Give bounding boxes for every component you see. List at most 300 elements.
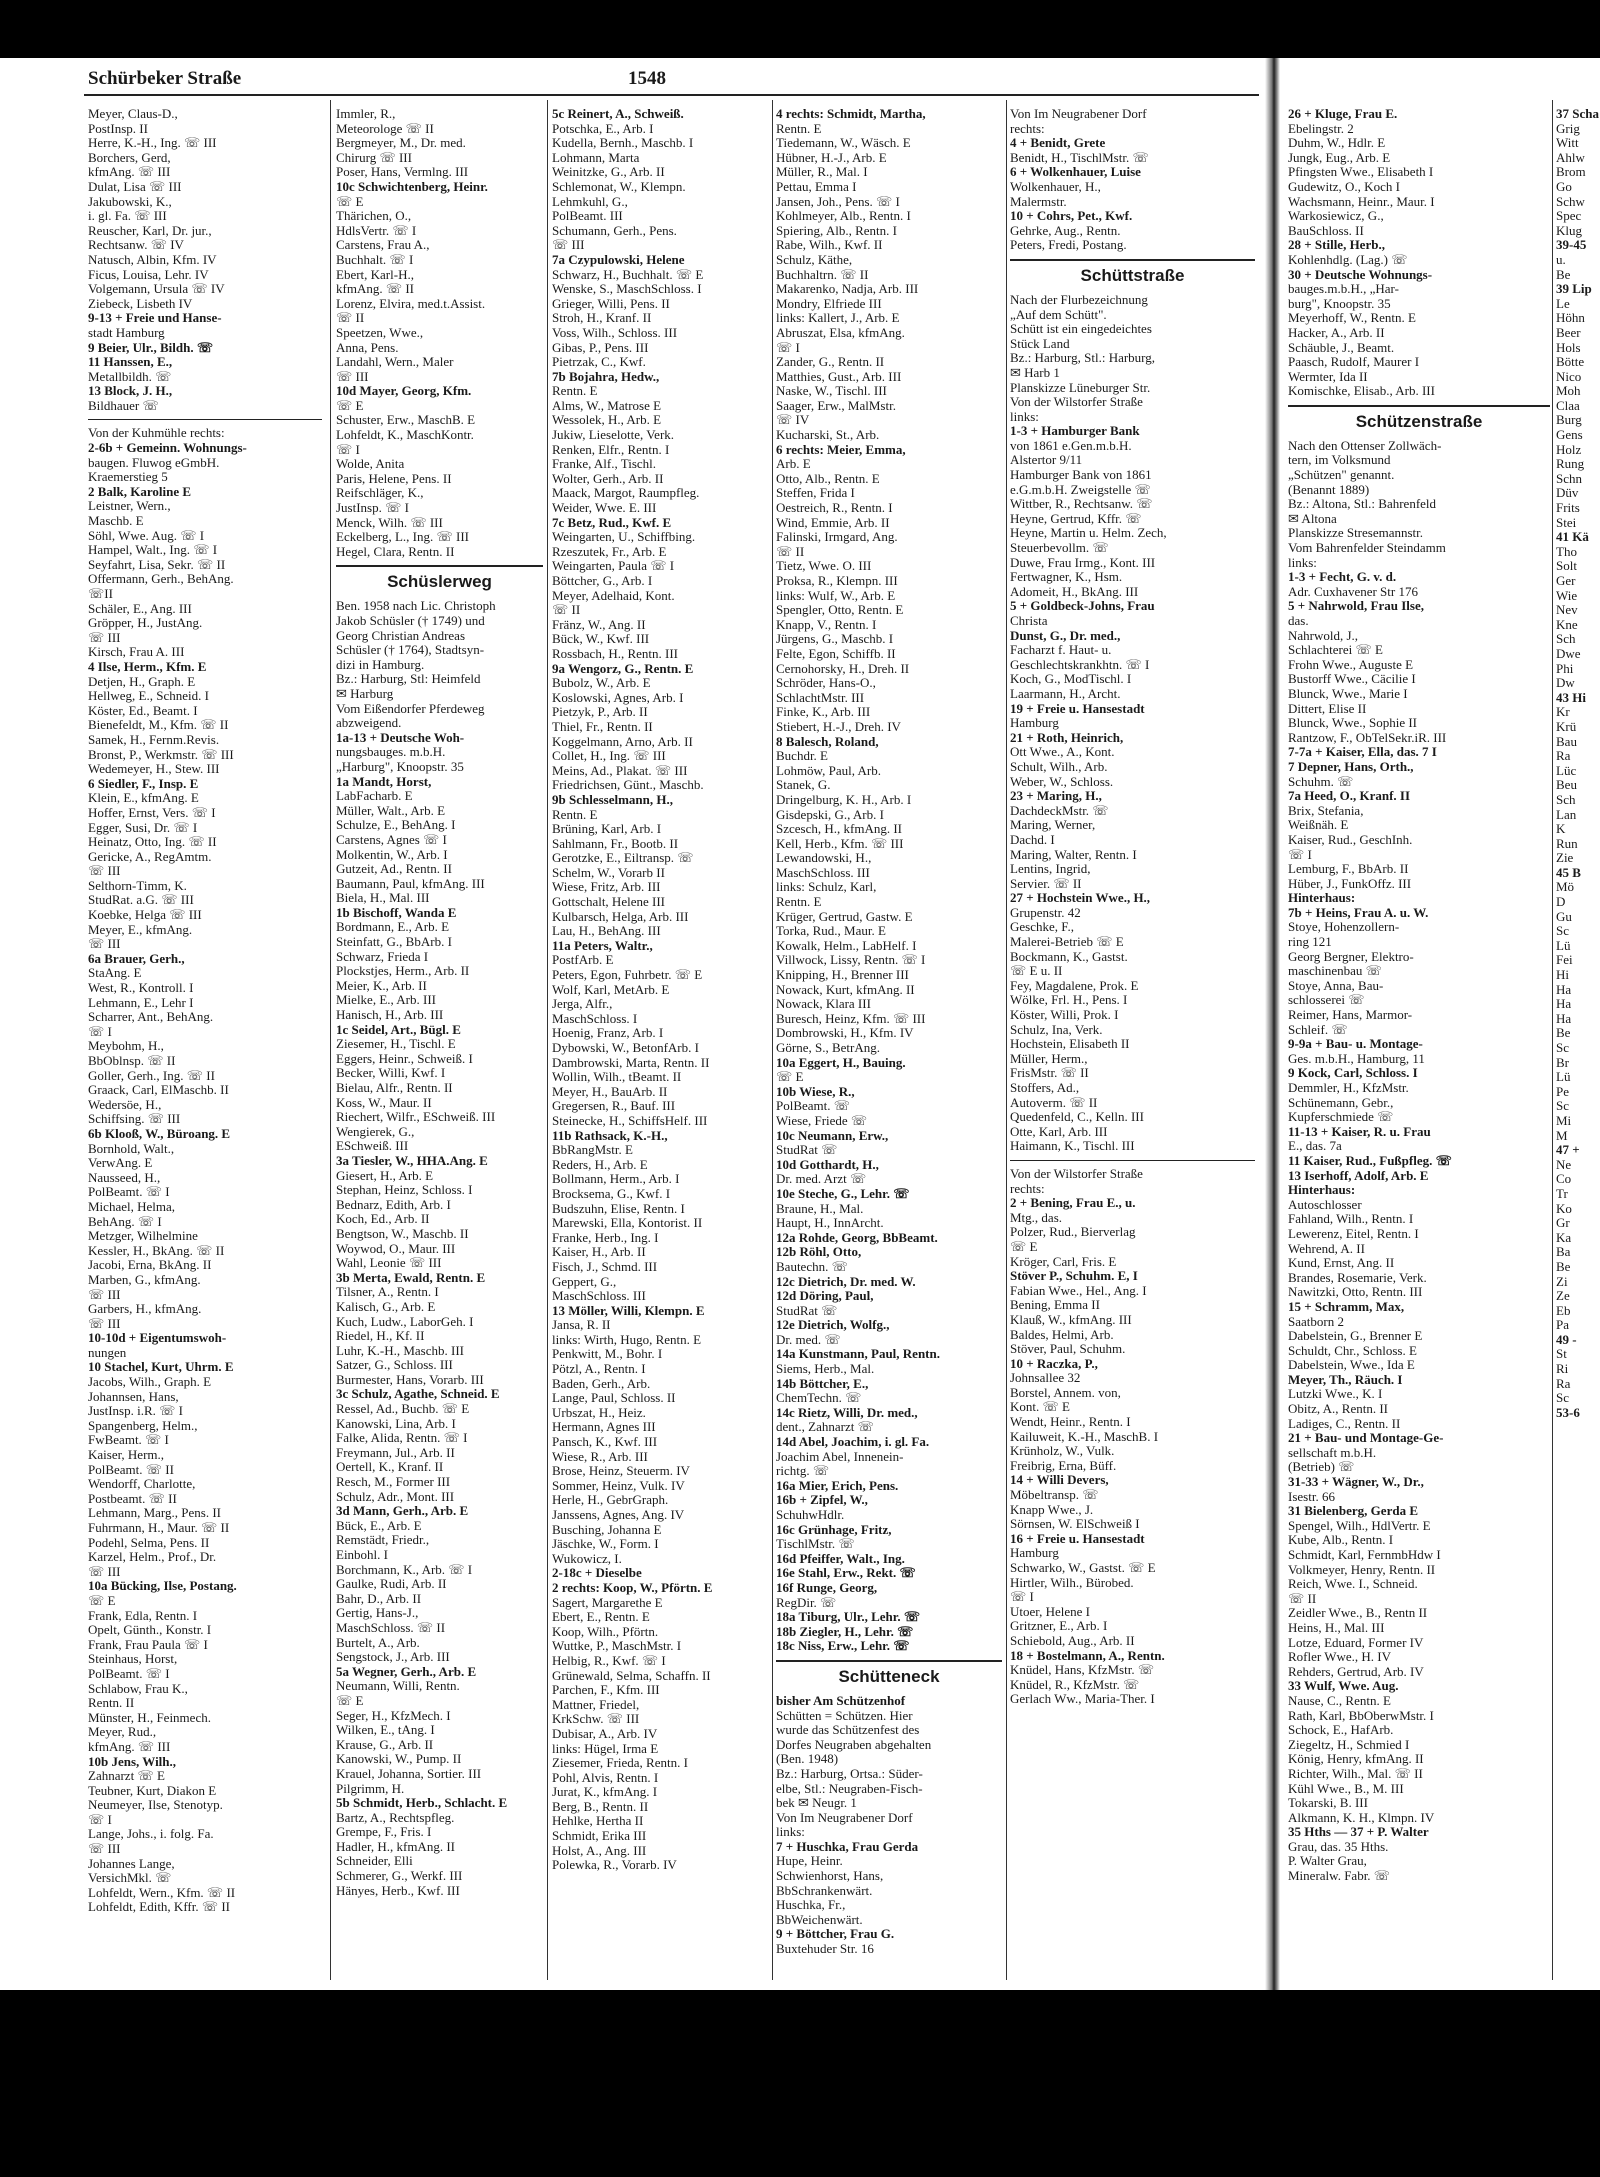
resident-entry: Herle, H., GebrGraph.: [552, 1493, 669, 1508]
resident-entry: Mö: [1556, 880, 1575, 895]
house-number-entry: 11b Rathsack, K.-H.,: [552, 1128, 668, 1143]
resident-entry: Penkwitt, M., Bohr. I: [552, 1347, 663, 1362]
resident-entry: Malermstr.: [1010, 194, 1067, 209]
resident-entry: Bielau, Alfr., Rentn. II: [336, 1081, 453, 1095]
resident-entry: StudRat ☏: [776, 1143, 838, 1158]
resident-entry: Marben, G., kfmAng.: [88, 1272, 201, 1287]
resident-entry: Dabelstein, G., Brenner E: [1288, 1329, 1423, 1344]
resident-entry: Chirurg ☏ III: [336, 150, 412, 165]
resident-entry: Bornhold, Walt.,: [88, 1141, 175, 1156]
resident-entry: Steinfatt, G., BbArb. I: [336, 935, 452, 950]
house-number-entry: 33 Wulf, Wwe. Aug.: [1288, 1679, 1399, 1694]
house-number-entry: Hinterhaus:: [1288, 1183, 1356, 1198]
resident-entry: Ziebeck, Lisbeth IV: [88, 296, 193, 311]
resident-entry: Schiffsing. ☏ III: [88, 1112, 181, 1127]
resident-entry: Schröder, Hans-O.,: [776, 676, 876, 691]
resident-entry: PostInsp. II: [88, 121, 148, 136]
street-heading: Schütteneck: [776, 1660, 1002, 1688]
resident-entry: bek ✉ Neugr. 1: [776, 1796, 857, 1811]
resident-entry: Nowack, Kurt, kfmAng. II: [776, 982, 915, 997]
resident-entry: Steffen, Frida I: [776, 486, 855, 501]
resident-entry: Reuscher, Karl, Dr. jur.,: [88, 223, 212, 238]
house-number-entry: 9 + Böttcher, Frau G.: [776, 1927, 895, 1942]
resident-entry: Schlachterei ☏ E: [1288, 643, 1383, 658]
resident-entry: Ra: [1556, 749, 1571, 764]
resident-entry: Bz.: Altona, Stl.: Bahrenfeld: [1288, 497, 1437, 512]
house-number-entry: 37 Scha: [1556, 107, 1599, 121]
resident-entry: rechts:: [1010, 121, 1045, 136]
resident-entry: Schmidt, Erika III: [552, 1829, 647, 1844]
resident-entry: SchuhwHdlr.: [776, 1508, 845, 1522]
resident-entry: Rentn. E: [776, 895, 822, 910]
resident-entry: Hamburg: [1010, 716, 1059, 731]
resident-entry: Lemburg, F., BbArb. II: [1288, 862, 1409, 877]
resident-entry: Jerga, Alfr.,: [552, 997, 613, 1012]
resident-entry: Spiering, Alb., Rentn. I: [776, 223, 897, 238]
resident-entry: links:: [776, 1825, 805, 1840]
resident-entry: links:: [1010, 409, 1039, 424]
resident-entry: Hi: [1556, 968, 1569, 983]
resident-entry: Stroh, H., Kranf. II: [552, 311, 652, 326]
resident-entry: Hüber, J., FunkOffz. III: [1288, 876, 1412, 891]
resident-entry: Bück, W., Kwf. III: [552, 632, 650, 647]
resident-entry: Peters, Egon, Fuhrbetr. ☏ E: [552, 968, 703, 983]
resident-entry: Makarenko, Nadja, Arb. III: [776, 282, 919, 297]
resident-entry: Gutzeit, Ad., Rentn. II: [336, 862, 452, 877]
resident-entry: Von Im Neugrabener Dorf: [776, 1810, 913, 1825]
resident-entry: Ficus, Louisa, Lehr. IV: [88, 267, 209, 282]
resident-entry: Schlabow, Frau K.,: [88, 1681, 188, 1696]
resident-entry: PolBeamt. ☏ I: [88, 1185, 170, 1200]
resident-entry: Wollin, Wilh., tBeamt. II: [552, 1070, 682, 1085]
resident-entry: Spec: [1556, 209, 1582, 224]
resident-entry: Kraemerstieg 5: [88, 470, 168, 485]
resident-entry: Opelt, Günth., Konstr. I: [88, 1623, 212, 1638]
house-number-entry: 30 + Deutsche Wohnungs-: [1288, 267, 1433, 282]
resident-entry: Malerei-Betrieb ☏ E: [1010, 935, 1124, 950]
resident-entry: Buxtehuder Str. 16: [776, 1942, 874, 1957]
house-number-entry: 21 + Bau- und Montage-Ge-: [1288, 1431, 1444, 1446]
resident-entry: ☏ II: [776, 544, 805, 559]
house-number-entry: 13 Möller, Willi, Klempn. E: [552, 1303, 705, 1318]
resident-entry: Brix, Stefania,: [1288, 803, 1364, 818]
resident-entry: Gaulke, Rudi, Arb. II: [336, 1577, 447, 1592]
resident-entry: ☏ E: [336, 1693, 364, 1708]
resident-entry: Zander, G., Rentn. II: [776, 355, 885, 370]
house-number-entry: 7 + Huschka, Frau Gerda: [776, 1839, 919, 1854]
resident-entry: Bötte: [1556, 355, 1585, 370]
resident-entry: Pansch, K., Kwf. III: [552, 1435, 658, 1450]
resident-entry: Müller, Walt., Arb. E: [336, 803, 446, 818]
resident-entry: Reich, Wwe. I., Schneid.: [1288, 1577, 1418, 1592]
resident-entry: Lohmann, Marta: [552, 150, 640, 165]
resident-entry: Wessolek, H., Arb. E: [552, 413, 662, 428]
resident-entry: ☏ E: [336, 398, 364, 413]
book-gutter: [1265, 58, 1280, 1990]
resident-entry: Krü: [1556, 719, 1577, 734]
house-number-entry: 16b + Zipfel, W.,: [776, 1493, 868, 1508]
resident-entry: Lehmann, E., Lehr I: [88, 995, 194, 1010]
resident-entry: Tiedemann, W., Wäsch. E: [776, 136, 911, 151]
resident-entry: Hermann, Agnes III: [552, 1420, 656, 1435]
resident-entry: Grünewald, Selma, Schaffn. II: [552, 1668, 711, 1683]
resident-entry: Jansa, R. II: [552, 1318, 611, 1333]
resident-entry: PostfArb. E: [552, 953, 614, 968]
resident-entry: Tilsner, A., Rentn. I: [336, 1285, 439, 1300]
resident-entry: Ba: [1556, 1245, 1571, 1260]
house-number-entry: 5c Reinert, A., Schweiß.: [552, 107, 684, 121]
house-number-entry: 8 Balesch, Roland,: [776, 734, 879, 749]
house-number-entry: 7c Betz, Rud., Kwf. E: [552, 515, 672, 530]
resident-entry: Grupenstr. 42: [1010, 905, 1081, 920]
resident-entry: Mineralw. Fabr. ☏: [1288, 1869, 1391, 1884]
resident-entry: Demmler, H., KfzMstr.: [1288, 1081, 1409, 1095]
house-number-entry: 2 rechts: Koop, W., Pförtn. E: [552, 1580, 713, 1595]
resident-entry: Dittert, Elise II: [1288, 701, 1367, 716]
resident-entry: Rentn. E: [552, 384, 598, 399]
resident-entry: Schumann, Gerh., Pens.: [552, 223, 677, 238]
house-number-entry: 18a Tiburg, Ulr., Lehr. ☏: [776, 1610, 921, 1625]
resident-entry: Haupt, H., InnArcht.: [776, 1216, 884, 1231]
resident-entry: Autoverm. ☏ II: [1010, 1095, 1098, 1110]
resident-entry: Gisdepski, G., Arb. I: [776, 807, 884, 822]
resident-entry: Collet, H., Ing. ☏ III: [552, 749, 666, 764]
resident-entry: Koch, Ed., Arb. II: [336, 1212, 430, 1227]
resident-entry: Johannes Lange,: [88, 1856, 175, 1871]
resident-entry: Ko: [1556, 1201, 1572, 1216]
directory-column-3: [552, 107, 768, 1873]
resident-entry: ☏ E: [1010, 1239, 1038, 1254]
resident-entry: Co: [1556, 1172, 1572, 1187]
resident-entry: Riechert, Wilfr., ESchweiß. III: [336, 1110, 496, 1125]
resident-entry: ESchweiß. III: [336, 1139, 409, 1154]
resident-entry: Egger, Susi, Dr. ☏ I: [88, 820, 198, 835]
resident-entry: Ziesemer, Frieda, Rentn. I: [552, 1756, 688, 1771]
resident-entry: Paris, Helene, Pens. II: [336, 471, 452, 486]
house-number-entry: 12a Rohde, Georg, BbBeamt.: [776, 1230, 938, 1245]
resident-entry: Falke, Alida, Rentn. ☏ I: [336, 1431, 468, 1446]
house-number-entry: 9a Wengorz, G., Rentn. E: [552, 661, 694, 676]
resident-entry: Schw: [1556, 194, 1585, 209]
resident-entry: Bau: [1556, 734, 1577, 749]
resident-entry: St: [1556, 1347, 1567, 1362]
resident-entry: Kanowski, Lina, Arb. I: [336, 1416, 456, 1431]
resident-entry: Urbszat, H., Heiz.: [552, 1405, 646, 1420]
page-number: 1548: [628, 68, 666, 89]
resident-entry: Gregersen, R., Bauf. III: [552, 1099, 676, 1114]
resident-entry: ☏II: [88, 587, 113, 601]
resident-entry: Burtelt, A., Arb.: [336, 1635, 420, 1650]
resident-entry: Lü: [1556, 938, 1571, 953]
resident-entry: u.: [1556, 252, 1566, 267]
resident-entry: Krause, G., Arb. II: [336, 1737, 434, 1752]
house-number-entry: 7b Bojahra, Hedw.,: [552, 369, 660, 384]
resident-entry: Neumeyer, Ilse, Stenotyp.: [88, 1798, 223, 1813]
resident-entry: Autoschlosser: [1288, 1197, 1362, 1212]
resident-entry: Meyer, Claus-D.,: [88, 107, 178, 121]
resident-entry: Bautechn. ☏: [776, 1259, 848, 1274]
resident-entry: Buresch, Heinz, Kfm. ☏ III: [776, 1011, 926, 1026]
resident-entry: Ha: [1556, 997, 1572, 1012]
resident-entry: Reders, H., Arb. E: [552, 1157, 648, 1172]
resident-entry: Luhr, K.-H., Maschb. III: [336, 1343, 465, 1358]
house-number-entry: 10b Wiese, R.,: [776, 1084, 855, 1099]
resident-entry: Reifschläger, K.,: [336, 486, 424, 501]
resident-entry: Schiebold, Aug., Arb. II: [1010, 1633, 1135, 1648]
resident-entry: Oertell, K., Kranf. II: [336, 1460, 444, 1475]
resident-entry: Bordmann, E., Arb. E: [336, 920, 450, 935]
house-number-entry: 10d Gotthardt, H.,: [776, 1157, 879, 1172]
resident-entry: Weinitzke, G., Arb. II: [552, 165, 665, 180]
resident-entry: Johannsen, Hans,: [88, 1389, 179, 1404]
resident-entry: ☏ III: [88, 1316, 121, 1331]
resident-entry: kfmAng. ☏ II: [336, 282, 414, 297]
resident-entry: ☏ E u. II: [1010, 964, 1063, 979]
resident-entry: M: [1556, 1128, 1568, 1143]
resident-entry: Gröpper, H., JustAng.: [88, 616, 203, 631]
resident-entry: ☏ I: [336, 442, 360, 457]
resident-entry: RegDir. ☏: [776, 1595, 837, 1610]
resident-entry: stadt Hamburg: [88, 325, 165, 340]
resident-entry: Freibrig, Erna, Büff.: [1010, 1458, 1117, 1473]
house-number-entry: 5 + Goldbeck-Johns, Frau: [1010, 599, 1155, 614]
house-number-entry: 9b Schlesselmann, H.,: [552, 792, 673, 807]
resident-entry: Buchdr. E: [776, 749, 828, 764]
resident-entry: Ri: [1556, 1362, 1569, 1377]
resident-entry: K: [1556, 822, 1566, 837]
resident-entry: Jäschke, W., Form. I: [552, 1537, 659, 1552]
resident-entry: Schwarz, Frieda I: [336, 949, 429, 964]
resident-entry: Bustorff Wwe., Cäcilie I: [1288, 672, 1416, 687]
resident-entry: Hoffer, Ernst, Vers. ☏ I: [88, 805, 216, 820]
resident-entry: Wiese, Fritz, Arb. III: [552, 880, 661, 895]
house-number-entry: 1a-13 + Deutsche Woh-: [336, 730, 465, 745]
resident-entry: ☏ II: [552, 603, 581, 618]
resident-entry: Nach den Ottenser Zollwäch-: [1288, 438, 1442, 453]
resident-entry: BehAng. ☏ I: [88, 1214, 162, 1229]
resident-entry: Hirtler, Wilh., Bürobed.: [1010, 1575, 1134, 1590]
resident-entry: Knüdel, Hans, KfzMstr. ☏: [1010, 1663, 1155, 1678]
house-number-entry: 3a Tiesler, W., HHA.Ang. E: [336, 1153, 488, 1168]
resident-entry: Meyer, H., BauArb. II: [552, 1084, 668, 1099]
column-divider: [1006, 100, 1007, 1980]
resident-entry: Bockmann, K., Gastst.: [1010, 949, 1128, 964]
resident-entry: Alms, W., Matrose E: [552, 398, 662, 413]
resident-entry: Knüdel, R., KfzMstr. ☏: [1010, 1677, 1140, 1692]
resident-entry: Sörnsen, W. ElSchweiß I: [1010, 1517, 1140, 1532]
resident-entry: Jacobi, Erna, BkAng. II: [88, 1258, 212, 1273]
resident-entry: Go: [1556, 179, 1572, 194]
house-number-entry: 16e Stahl, Erw., Rekt. ☏: [776, 1566, 916, 1581]
resident-entry: Hamburg: [1010, 1546, 1059, 1561]
resident-entry: Podehl, Selma, Pens. II: [88, 1535, 210, 1550]
resident-entry: kfmAng. ☏ III: [88, 1739, 171, 1754]
resident-entry: Kulbarsch, Helga, Arb. III: [552, 909, 689, 924]
resident-entry: Dombrowski, H., Kfm. IV: [776, 1026, 914, 1041]
resident-entry: Helbig, R., Kwf. ☏ I: [552, 1653, 666, 1668]
resident-entry: Vom Eißendorfer Pferdeweg: [336, 701, 485, 716]
resident-entry: Fuhrmann, H., Maur. ☏ II: [88, 1521, 230, 1535]
resident-entry: kfmAng. ☏ III: [88, 165, 171, 180]
resident-entry: Jakubowski, K.,: [88, 194, 172, 209]
resident-entry: Dr. med. ☏: [776, 1332, 841, 1347]
resident-entry: Schulz, Käthe,: [776, 252, 853, 267]
resident-entry: Grig: [1556, 121, 1580, 136]
resident-entry: Mattner, Friedel,: [552, 1697, 640, 1712]
resident-entry: BbRangMstr. E: [552, 1143, 633, 1158]
resident-entry: Pe: [1556, 1084, 1569, 1099]
house-number-entry: Stöver P., Schuhm. E, I: [1010, 1269, 1138, 1284]
resident-entry: Offermann, Gerh., BehAng.: [88, 572, 234, 587]
resident-entry: Quedenfeld, C., Kelln. III: [1010, 1110, 1144, 1125]
resident-entry: Wolter, Gerh., Arb. II: [552, 471, 664, 486]
resident-entry: Wittber, R., Rechtsanw. ☏: [1010, 497, 1153, 512]
resident-entry: Geschlechtskrankhtn. ☏ I: [1010, 657, 1150, 672]
resident-entry: Pilgrimm, H.: [336, 1781, 405, 1796]
resident-entry: Brocksema, G., Kwf. I: [552, 1186, 671, 1201]
resident-entry: Naske, W., Tischl. III: [776, 384, 887, 399]
resident-entry: Gudewitz, O., Koch I: [1288, 179, 1400, 194]
resident-entry: Wehrend, A. II: [1288, 1241, 1365, 1256]
resident-entry: Lohfeldt, Edith, Kffr. ☏ II: [88, 1900, 231, 1915]
resident-entry: Ha: [1556, 1011, 1572, 1026]
house-number-entry: 21 + Roth, Heinrich,: [1010, 730, 1124, 745]
resident-entry: Steuerbevollm. ☏: [1010, 541, 1109, 556]
resident-entry: ☏ E: [776, 1070, 804, 1085]
resident-entry: Schwarko, W., Gastst. ☏ E: [1010, 1561, 1156, 1575]
house-number-entry: 10a Eggert, H., Bauing.: [776, 1055, 906, 1070]
resident-entry: Gu: [1556, 909, 1572, 924]
resident-entry: Bollmann, Herm., Arb. I: [552, 1172, 680, 1187]
resident-entry: Kröger, Carl, Fris. E: [1010, 1254, 1117, 1269]
section-rule: [88, 419, 322, 420]
resident-entry: Kne: [1556, 617, 1578, 632]
resident-entry: Von der Wilstorfer Straße: [1010, 1166, 1143, 1181]
resident-entry: Borchmann, K., Arb. ☏ I: [336, 1562, 473, 1577]
resident-entry: Carstens, Agnes ☏ I: [336, 832, 447, 847]
resident-entry: Meyer, E., kfmAng.: [88, 922, 193, 937]
resident-entry: König, Henry, kfmAng. II: [1288, 1752, 1424, 1767]
resident-entry: KrkSchw. ☏ III: [552, 1712, 640, 1727]
house-number-entry: 1-3 + Fecht, G. v. d.: [1288, 570, 1397, 585]
resident-entry: Lange, Johs., i. folg. Fa.: [88, 1827, 214, 1842]
resident-entry: Menck, Wilh. ☏ III: [336, 515, 443, 530]
resident-entry: Bahr, D., Arb. II: [336, 1591, 422, 1606]
directory-column-4: [776, 107, 1002, 1957]
resident-entry: Dwe: [1556, 646, 1581, 661]
resident-entry: Bz.: Harburg, Ortsa.: Süder-: [776, 1766, 923, 1781]
house-number-entry: 7a Heed, O., Kranf. II: [1288, 789, 1411, 804]
street-heading: Schüslerweg: [336, 565, 543, 593]
house-number-entry: 12b Röhl, Otto,: [776, 1245, 862, 1260]
resident-entry: dent., Zahnarzt ☏: [776, 1420, 874, 1435]
resident-entry: Nach der Flurbezeichnung: [1010, 292, 1148, 307]
house-number-entry: 43 Hi: [1556, 690, 1586, 705]
resident-entry: Wind, Emmie, Arb. II: [776, 515, 890, 530]
resident-entry: Leistner, Wern.,: [88, 499, 171, 514]
resident-entry: Pietzyk, P., Arb. II: [552, 705, 648, 720]
resident-entry: FrisMstr. ☏ II: [1010, 1066, 1089, 1081]
resident-entry: Nowack, Klara III: [776, 997, 871, 1012]
resident-entry: Huschka, Fr.,: [776, 1898, 846, 1913]
house-number-entry: 11 Kaiser, Rud., Fußpfleg. ☏: [1288, 1153, 1452, 1168]
resident-entry: Tr: [1556, 1186, 1568, 1201]
house-number-entry: 19 + Freie u. Hansestadt: [1010, 701, 1145, 716]
resident-entry: wurde das Schützenfest des: [776, 1723, 920, 1738]
resident-entry: Riedel, H., Kf. II: [336, 1329, 425, 1344]
resident-entry: Böttcher, G., Arb. I: [552, 574, 653, 588]
house-number-entry: 7-7a + Kaiser, Ella, das. 7 I: [1288, 745, 1437, 760]
resident-entry: Weingarten, Paula ☏ I: [552, 559, 675, 574]
resident-entry: von 1861 e.Gen.m.b.H.: [1010, 438, 1132, 453]
resident-entry: Goller, Gerh., Ing. ☏ II: [88, 1068, 215, 1083]
resident-entry: Duwe, Frau Irmg., Kont. III: [1010, 555, 1156, 570]
resident-entry: Stephan, Heinz, Schloss. I: [336, 1183, 473, 1198]
resident-entry: PolBeamt. ☏ II: [88, 1462, 174, 1477]
resident-entry: ☏ III: [88, 630, 121, 645]
resident-entry: Fei: [1556, 953, 1573, 968]
resident-entry: Mondry, Elfriede III: [776, 296, 882, 311]
resident-entry: Krüger, Gertrud, Gastw. E: [776, 909, 913, 924]
resident-entry: ☏ III: [88, 1564, 121, 1579]
house-number-entry: 6a Brauer, Gerh.,: [88, 951, 185, 966]
resident-entry: Solt: [1556, 559, 1577, 574]
resident-entry: Potschka, E., Arb. I: [552, 121, 654, 136]
resident-entry: D: [1556, 895, 1566, 910]
resident-entry: Stöver, Paul, Schuhm.: [1010, 1342, 1126, 1357]
resident-entry: Pietrzak, C., Kwf.: [552, 355, 646, 370]
resident-entry: Metallbildh. ☏: [88, 369, 172, 384]
resident-entry: Kube, Alb., Rentn. I: [1288, 1533, 1394, 1548]
house-number-entry: 11 Hanssen, E.,: [88, 355, 173, 370]
resident-entry: Run: [1556, 836, 1578, 851]
house-number-entry: 4 Ilse, Herm., Kfm. E: [88, 659, 207, 674]
resident-entry: Gibas, P., Pens. III: [552, 340, 649, 355]
resident-entry: Abruszat, Elsa, kfmAng.: [776, 325, 905, 340]
resident-entry: Giesert, H., Arb. E: [336, 1168, 434, 1183]
resident-entry: Selthorn-Timm, K.: [88, 878, 187, 893]
resident-entry: Meteorologe ☏ II: [336, 121, 434, 136]
house-number-entry: 14a Kunstmann, Paul, Rentn.: [776, 1347, 940, 1362]
house-number-entry: 4 + Benidt, Grete: [1010, 136, 1106, 151]
resident-entry: Koslowski, Agnes, Arb. I: [552, 690, 684, 705]
resident-entry: Ott Wwe., A., Kont.: [1010, 745, 1115, 760]
resident-entry: Koebke, Helga ☏ III: [88, 908, 202, 923]
resident-entry: Müller, R., Mal. I: [776, 165, 868, 180]
resident-entry: Schmerer, G., Werkf. III: [336, 1869, 463, 1884]
resident-entry: Sengstock, J., Arb. III: [336, 1650, 450, 1665]
resident-entry: Spengel, Wilh., HdlVertr. E: [1288, 1518, 1431, 1533]
house-number-entry: 12c Dietrich, Dr. med. W.: [776, 1274, 916, 1289]
resident-entry: Burg: [1556, 413, 1582, 428]
resident-entry: links: Wirth, Hugo, Rentn. E: [552, 1332, 702, 1347]
resident-entry: Torka, Rud., Maur. E: [776, 924, 886, 939]
resident-entry: Grempe, F., Fris. I: [336, 1825, 432, 1840]
resident-entry: Brandes, Rosemarie, Verk.: [1288, 1270, 1427, 1285]
resident-entry: Schwarz, H., Buchhalt. ☏ E: [552, 267, 704, 282]
house-number-entry: 53-6: [1556, 1405, 1580, 1420]
resident-entry: Dubisar, A., Arb. IV: [552, 1726, 658, 1741]
resident-entry: Karzel, Helm., Prof., Dr.: [88, 1550, 217, 1565]
resident-entry: ChemTechn. ☏: [776, 1391, 862, 1406]
resident-entry: Renken, Elfr., Rentn. I: [552, 442, 670, 457]
resident-entry: Grieger, Willi, Pens. II: [552, 296, 670, 311]
resident-entry: ☏ IV: [776, 413, 810, 428]
resident-entry: Volkmeyer, Henry, Rentn. II: [1288, 1562, 1436, 1577]
house-number-entry: 3b Merta, Ewald, Rentn. E: [336, 1270, 486, 1285]
resident-entry: Hols: [1556, 340, 1581, 355]
house-number-entry: 11a Peters, Waltr.,: [552, 938, 653, 953]
